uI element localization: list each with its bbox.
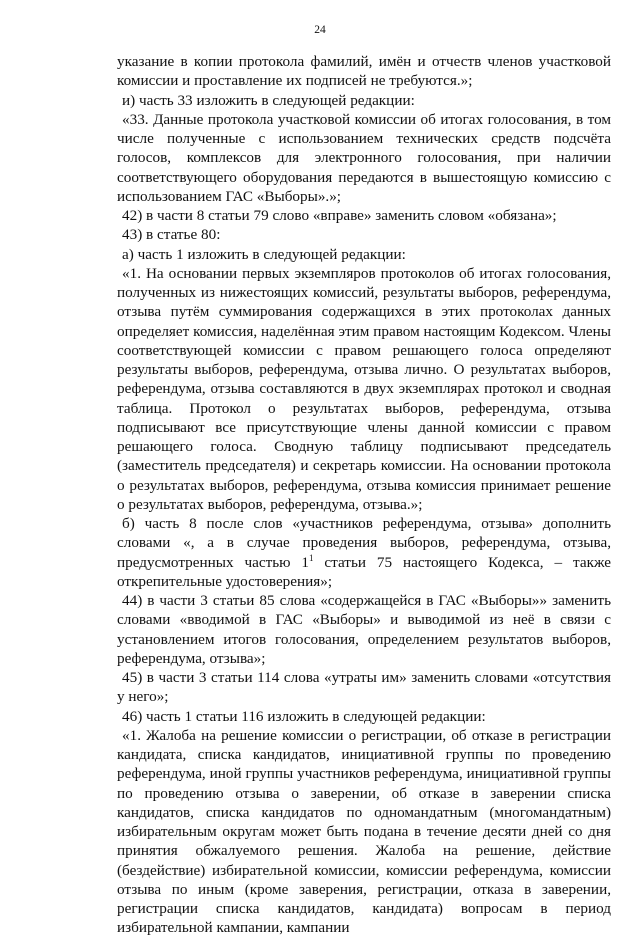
paragraph-text: б) часть 8 после слов «участников референдума, отзыва» дополнить словами «, а в случае проведения выборов, референдума, отзыва, предусмотренных частью 1 (117, 515, 611, 571)
document-body (117, 52, 611, 938)
paragraph (117, 707, 611, 726)
paragraph-text-tail: статьи 75 настоящего Кодекса, – также открепительные удостоверения»; (117, 553, 611, 590)
paragraph (117, 514, 611, 591)
paragraph-text: указание в копии протокола фамилий, имён и отчеств членов участковой комиссии и проставление их подписей не требуются.»; (117, 53, 611, 90)
paragraph (117, 726, 611, 938)
paragraph (117, 206, 611, 225)
superscript: 1 (308, 552, 314, 563)
paragraph-text: 45) в части 3 статьи 114 слова «утраты им» заменить словами «отсутствия у него»; (117, 669, 611, 706)
paragraph-text: а) часть 1 изложить в следующей редакции: (122, 245, 406, 263)
paragraph (117, 110, 611, 206)
paragraph-text: «1. На основании первых экземпляров протоколов об итогах голосования, полученных из нижестоящих комиссий, результаты выборов, референдума, отзыва путём суммирования содержащихся в этих протоколах данных определяет комиссия, наделённая этим правом настоящим Кодексом. Члены соответствующей комиссии с правом решающего голоса определяют результаты выборов, референдума, отзыва лично. О результатах выборов, референдума, отзыва составляются в двух экземплярах протокол и сводная таблица. Протокол о результатах выборов, референдума, отзыва подписывают все присутствующие члены данной комиссии с правом решающего голоса. Сводную таблицу подписывают председатель (заместитель председателя) и секретарь комиссии. На основании протокола о результатах выборов, референдума, отзыва комиссия принимает решение о результатах выборов, референдума, отзыва.»; (117, 264, 611, 513)
paragraph-text: 42) в части 8 статьи 79 слово «вправе» заменить словом «обязана»; (122, 207, 557, 224)
paragraph (117, 225, 611, 244)
paragraph (117, 668, 611, 707)
paragraph-text: и) часть 33 изложить в следующей редакции: (122, 91, 415, 109)
paragraph-text: 43) в статье 80: (122, 226, 221, 244)
paragraph-text: «33. Данные протокола участковой комиссии об итогах голосования, в том числе полученные с использованием технических средств подсчёта голосов, комплексов для электронного голосования, при наличии соответствующего оборудования передаются в вышестоящую комиссию с использованием ГАС «Выборы».»; (117, 110, 611, 205)
paragraph-text: 44) в части 3 статьи 85 слова «содержащейся в ГАС «Выборы»» заменить словами «вводимой в ГАС «Выборы» и выводимой из неё в связи с установлением итогов голосования, определением результатов выборов, референдума, отзыва»; (117, 592, 611, 667)
page-number: 24 (314, 24, 326, 36)
paragraph (117, 52, 611, 91)
paragraph (117, 91, 611, 110)
paragraph-text: 46) часть 1 статьи 116 изложить в следующей редакции: (122, 707, 486, 725)
paragraph (117, 264, 611, 514)
paragraph-text: «1. Жалоба на решение комиссии о регистрации, об отказе в регистрации кандидата, списка кандидатов, инициативной группы по проведению референдума, иной группы участников референдума, инициативной группы по проведению отзыва о заверении, об отказе в заверении списка кандидатов, списка кандидатов по одномандатным (многомандатным) избирательным округам может быть подана в течение десяти дней со дня принятия обжалуемого решения. Жалоба на решение, действие (бездействие) избирательной комиссии, комиссии референдума, комиссии отзыва по иным (кроме заверения, регистрации, отказа в заверении, регистрации списка кандидатов, кандидата) вопросам в период избирательной кампании, кампании (117, 726, 611, 937)
paragraph (117, 245, 611, 264)
paragraph (117, 591, 611, 668)
